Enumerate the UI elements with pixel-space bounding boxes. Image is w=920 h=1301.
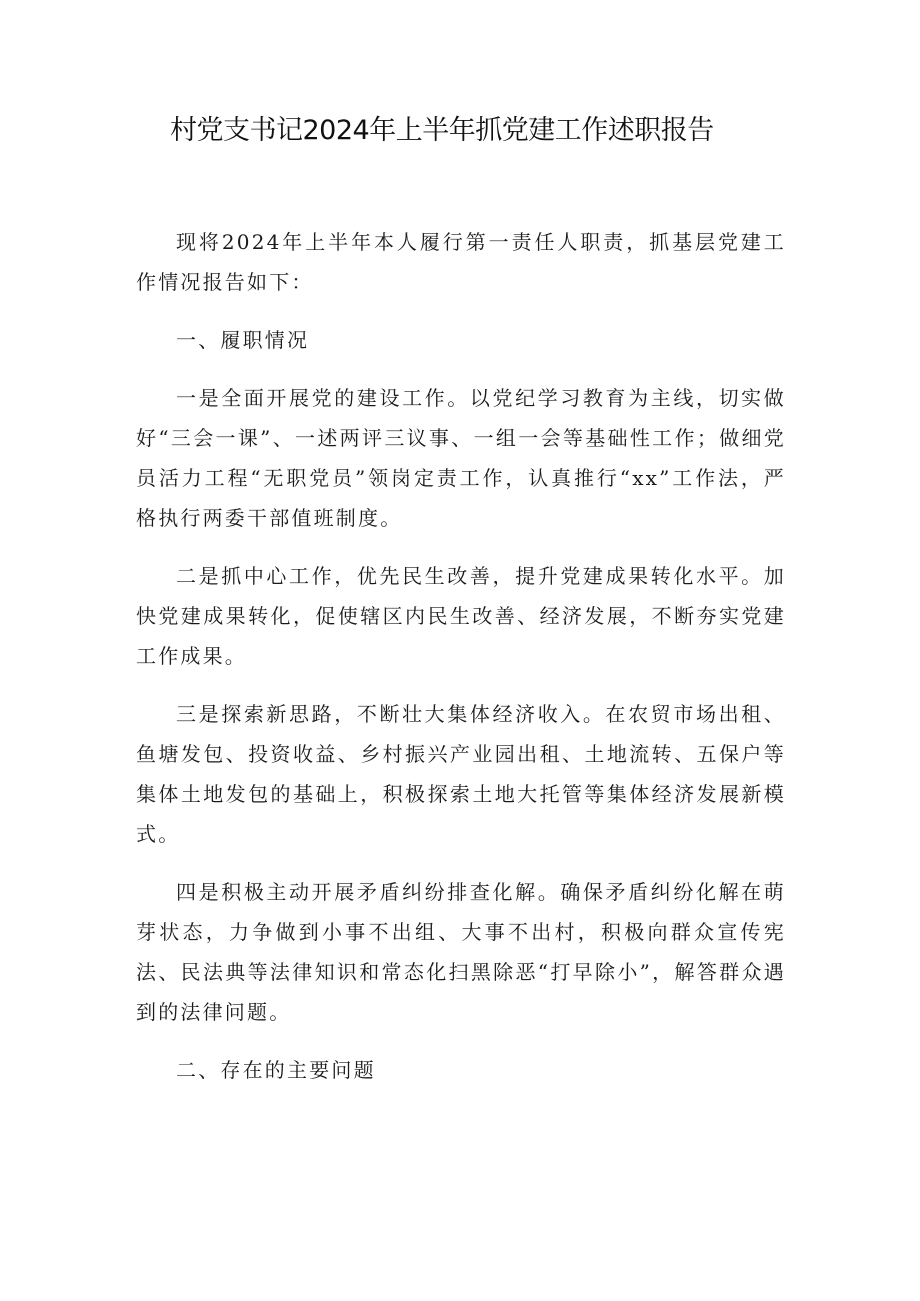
document-body [136,222,786,1108]
intro-paragraph: 现将2024年上半年本人履行第一责任人职责，抓基层党建工作情况报告如下： [136,230,786,294]
section-heading-duties: 一、履职情况 [176,328,310,352]
paragraph-party-building: 一是全面开展党的建设工作。以党纪学习教育为主线，切实做好“三会一课”、一述两评三议事、一组一会等基础性工作；做细党员活力工程“无职党员”领岗定责工作，认真推行“xx”工作法，严格执行两委干部值班制度。 [136,386,786,530]
paragraph-dispute-resolution: 四是积极主动开展矛盾纠纷排查化解。确保矛盾纠纷化解在萌芽状态，力争做到小事不出组、大事不出村，积极向群众宣传宪法、民法典等法律知识和常态化扫黑除恶“打早除小”，解答群众遇到的法律问题。 [136,880,786,1024]
paragraph-central-work: 二是抓中心工作，优先民生改善，提升党建成果转化水平。加快党建成果转化，促使辖区内民生改善、经济发展，不断夯实党建工作成果。 [136,564,786,668]
paragraph-collective-economy: 三是探索新思路，不断壮大集体经济收入。在农贸市场出租、鱼塘发包、投资收益、乡村振兴产业园出租、土地流转、五保户等集体土地发包的基础上，积极探索土地大托管等集体经济发展新模式。 [136,702,786,846]
document-title: 村党支书记2024年上半年抓党建工作述职报告 [170,115,714,146]
section-heading-problems: 二、存在的主要问题 [176,1058,376,1082]
